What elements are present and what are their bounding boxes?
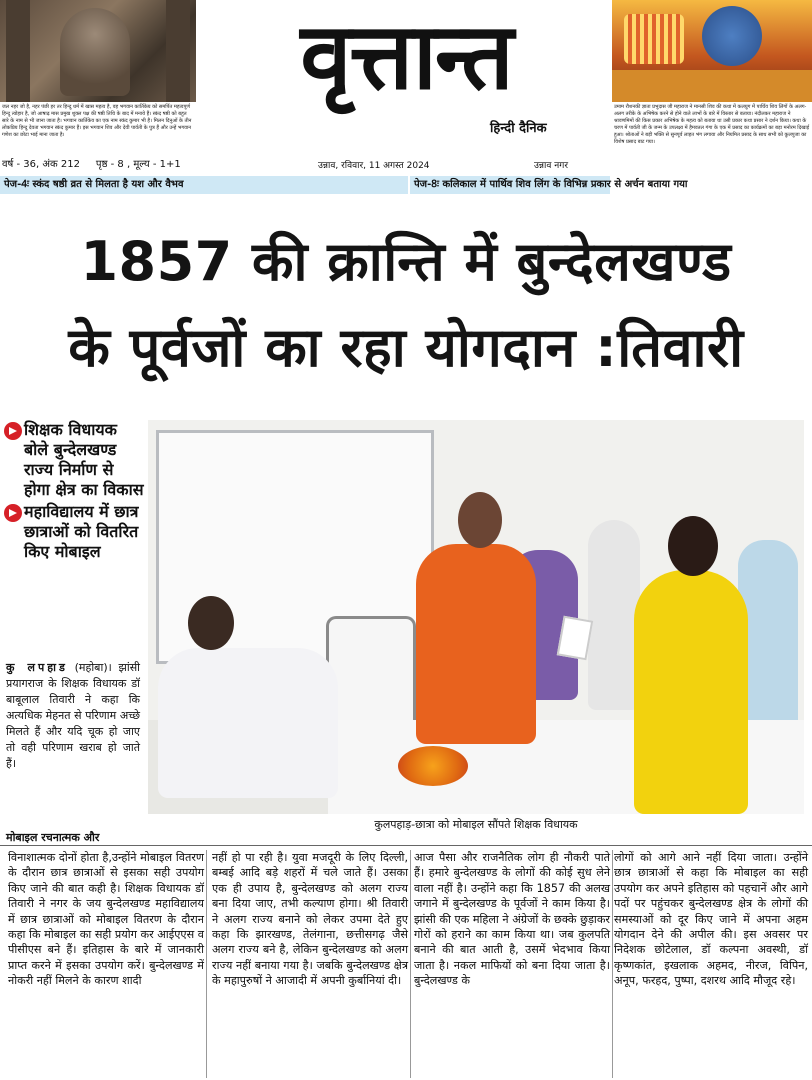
intro-text: (महोबा)। झांसी प्रयागराज के शिक्षक विधायक डॉ बाबूलाल तिवारी ने कहा कि अत्यधिक मेहनत से परिणाम अच्छे मिलते हैं और यदि चूक हो जाए तो वही परिणाम खराब हो जाते हैं। xyxy=(6,661,140,770)
edition-place: उन्नाव नगर xyxy=(534,161,569,171)
arrow-bullet-icon xyxy=(4,504,22,522)
page-price: पृष्ठ - 8 , मूल्य - 1+1 xyxy=(95,159,181,170)
seated-man-head xyxy=(188,596,234,650)
issue-info xyxy=(2,156,181,170)
column-divider xyxy=(410,850,411,1078)
kicker-text: शिक्षक विधायक बोले बुन्देलखण्ड राज्य निर्माण से होगा क्षेत्र का विकास xyxy=(24,420,144,499)
edition-date: उन्नाव, रविवार, 11 अगस्त 2024 xyxy=(318,161,430,171)
masthead-photo-right xyxy=(612,0,812,102)
legislator-body xyxy=(416,544,536,744)
student-head xyxy=(668,516,718,576)
kicker-item xyxy=(4,420,144,500)
newspaper-logo: वृत्तान्त xyxy=(300,3,512,110)
masthead-photo-left xyxy=(0,0,196,102)
sidebar-kickers xyxy=(4,420,144,564)
column-divider xyxy=(612,850,613,1078)
intro-tail: मोबाइल रचनात्मक और xyxy=(6,831,100,844)
right-photo-caption: उमाम रौशनकी ज्ञाता प्रभुदास जी महाराज ने मानसी शिव की कथा में कलयुग में पार्थिव शिव लिंगों के अलग-अलग तरीके के अभिषेक करने से होने वाले लाभों के बारे में विस्तार से बताया। नंदीलकर महाराज ने श्रावणमिमों की किस प्रकार अभिषेक के महत्व को बताया था उसी प्रकार कथा प्रसार ने दर्शन किया। कथा के चरण में पार्वती जी के जन्म के उपलक्ष्य में हैमवतल गंगा के एक में प्रसाद का कार्यक्रमों का बड़ा मनोरम दिखाई हुआ। श्रोताओं ने बड़ी भक्ति से सुनपूर्व लाहत भंग लगाया और नियमित प्रसाद के साथ सभी को कुलपुजा का विशेष प्रसाद बाट गया। xyxy=(614,104,810,145)
stage-shape xyxy=(612,70,812,102)
main-photo xyxy=(148,420,804,814)
arrow-bullet-icon xyxy=(4,422,22,440)
headline-line-2: के पूर्वजों का रहा योगदान :तिवारी xyxy=(68,316,744,379)
flowers-image xyxy=(398,746,468,786)
deity-image xyxy=(702,6,762,66)
pillar-shape xyxy=(166,0,190,102)
left-photo-caption: जल नहर जो है, नहर पंछी हर तर हिन्दु धर्म में खास महत्व है, वह भगवान कार्तिकेय को समर्पित महत्वपूर्ण हिन्दु त्योहार है, जो आषाढ़ मास प्रमुख शुक्ल पक्ष की षष्ठी तिथि के बाद में मनाये हैं। स्कंद षष्ठी को बहुत सारे के नाम से भी जाना जाता है। भगवान कार्तिकेय का एक नाम स्कंद कुमार भी है। मिलन दिनुओं के तीन लोकप्रिय हिन्दु देवता भगवान स्कंद कुमार हैं। इस भगवान शिव और देवी पार्वती के पुत्र हैं और उन्हें भगवान गणेश का छोटा भाई माना जाता है। xyxy=(2,104,192,138)
pillar-shape xyxy=(6,0,30,102)
article-column-1: विनाशात्मक दोनों होता है,उन्होंने मोबाइल वितरण के दौरान छात्र छात्राओं से इसका सही उपयोग किए जाने की बात कही है। शिक्षक विधायक डॉ तिवारी ने नगर के जय बुन्देलखण्ड महाविद्यालय में छात्र छात्राओं को मोबाइल वितरण के दौरान कहा कि मोबाइल का सही प्रयोग कर आईएएस व पीसीएस बने हैं। इतिहास के बारे में जानकारी प्राप्त करने में इसका उपयोग करें। बुन्देलखण्ड में नोकरी नहीं मिलने के कारण शादी xyxy=(8,851,204,988)
divider xyxy=(0,845,812,846)
article-column-3: आज पैसा और राजनैतिक लोग ही नौकरी पाते हैं। हमारे बुन्देलखण्ड के लोगों की कोई सुध लेने वाला नहीं है। उन्होंने कहा कि 1857 की अलख जगाने में बुन्देलखण्ड के पूर्वजों ने काम किया है। झांसी की एक महिला ने अंग्रेजों के छक्के छुड़ाकर गोरों को हराने का काम किया था। जब कुलपति बनाने की बात आती है, उसमें भेदभाव किया जाता है। नकल माफियों को बना दिया जाता है। बुन्देलखण्ड के xyxy=(414,851,610,988)
legislator-head xyxy=(458,492,502,548)
newspaper-subtitle: हिन्दी दैनिक xyxy=(490,121,547,136)
headline-line-1: 1857 की क्रान्ति में बुन्देलखण्ड xyxy=(80,230,732,293)
photo-caption: कुलपहाड़-छात्रा को मोबाइल सौंपते शिक्षक विधायक xyxy=(374,818,578,831)
dateline: कु लपहाड xyxy=(6,661,68,674)
column-divider xyxy=(206,850,207,1078)
article-column-4: लोगों को आगे आने नहीं दिया जाता। उन्होंने छात्र छात्राओं से कहा कि मोबाइल का सही उपयोग कर अपने इतिहास को पहचानें और आगे पदों पर पहुंचकर बुन्देलखण्ड क्षेत्र के लोगों की समस्याओं को दूर किए जाने में अपना अहम योगदान देने की अपील की। इस अवसर पर निदेशक छोटेलाल, डॉ कल्पना अवस्थी, डॉ कृष्णकांत, इखलाक अहमद, नीरज, विपिन, अनूप, फरहद, पुष्पा, दशरथ आदि मौजूद रहे। xyxy=(614,851,808,988)
kicker-text: महाविद्यालय में छात्र छात्राओं को वितरित किए मोबाइल xyxy=(24,502,139,561)
page-teaser-right[interactable]: पेज-8ः कलिकाल में पार्थिव शिव लिंग के विभिन्न प्रकार से अर्चन बताया गया xyxy=(410,176,610,194)
article-column-2: नहीं हो पा रही है। युवा मजदूरी के लिए दिल्ली, बम्बई आदि बड़े शहरों में चले जाते हैं। उसका एक ही उपाय है, बुन्देलखण्ड को अलग राज्य बना दिया जाए, तभी कल्याण होगा। श्री तिवारी ने अलग राज्य बनाने को लेकर उपमा देते हुए कहा कि झारखण्ड, तेलंगाना, छत्तीसगढ़ जैसे अलग राज्य बने है, लेकिन बुन्देलखण्ड को अलग राज्य नहीं बनाया गया है। जबकि बुन्देलखण्ड क्षेत्र के महापुरुषों ने आजादी में अपनी कुर्बानियां दी। xyxy=(212,851,408,988)
masthead xyxy=(0,0,812,200)
chair-shape xyxy=(326,616,416,736)
student-body xyxy=(634,570,748,814)
decoration-shape xyxy=(624,14,684,64)
person-shape xyxy=(588,520,640,710)
article-intro xyxy=(6,660,140,772)
page-teaser-left[interactable]: पेज-4ः स्कंद षष्ठी व्रत से मिलता है यश और वैभव xyxy=(0,176,408,194)
idol-image xyxy=(60,8,130,96)
kicker-item xyxy=(4,502,144,562)
seated-man-body xyxy=(158,648,338,798)
issue-number: वर्ष - 36, अंक 212 xyxy=(2,159,80,170)
